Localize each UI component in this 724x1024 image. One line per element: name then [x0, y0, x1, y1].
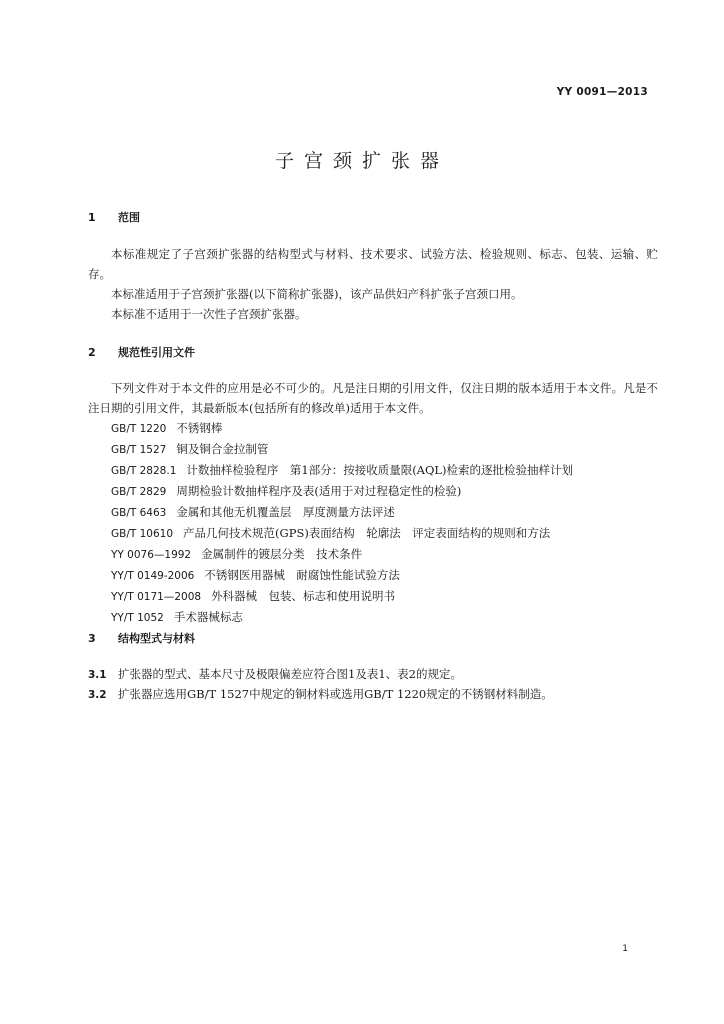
section-heading-text: 结构型式与材料 [118, 632, 195, 645]
section-heading-text: 范围 [118, 211, 140, 224]
section-heading-text: 规范性引用文件 [118, 346, 195, 359]
section-number: 1 [88, 211, 96, 224]
document-title: 子宫颈扩张器 [274, 150, 449, 172]
section-number: 3 [88, 632, 96, 645]
reference-code: GB/T 2829 [111, 486, 167, 498]
scope-paragraph-3: 本标准不适用于一次性子宫颈扩张器。 [111, 307, 307, 321]
section-1-heading [88, 209, 140, 225]
reference-title: 计数抽样检验程序 第1部分：按接收质量限(AQL)检索的逐批检验抽样计划 [186, 463, 574, 477]
reference-code: YY/T 0171—2008 [111, 591, 202, 603]
reference-code: GB/T 1220 [111, 423, 167, 435]
reference-title: 产品几何技术规范(GPS)表面结构 轮廓法 评定表面结构的规则和方法 [183, 526, 551, 540]
reference-title: 手术器械标志 [173, 610, 243, 624]
page-number: 1 [622, 944, 628, 954]
reference-item [111, 481, 573, 502]
reference-item [111, 607, 573, 628]
reference-code: YY/T 1052 [111, 612, 164, 624]
reference-title: 不锈钢棒 [176, 421, 223, 435]
reference-title: 周期检验计数抽样程序及表(适用于对过程稳定性的检验) [176, 484, 462, 498]
clause-number: 3.2 [88, 689, 107, 701]
reference-code: GB/T 2828.1 [111, 465, 177, 477]
reference-item [111, 502, 573, 523]
reference-title: 金属制件的镀层分类 技术条件 [201, 547, 363, 561]
scope-paragraph-2: 本标准适用于子宫颈扩张器(以下简称扩张器)，该产品供妇产科扩张子宫颈口用。 [111, 287, 523, 301]
clause-3-1 [88, 664, 462, 685]
clause-text: 扩张器应选用GB/T 1527中规定的铜材料或选用GB/T 1220规定的不锈钢材料制造。 [118, 687, 553, 701]
clause-3-2 [88, 684, 553, 705]
reference-item [111, 544, 573, 565]
reference-title: 不锈钢医用器械 耐腐蚀性能试验方法 [204, 568, 400, 582]
reference-item [111, 418, 573, 439]
reference-title: 外科器械 包装、标志和使用说明书 [211, 589, 396, 603]
reference-item [111, 523, 573, 544]
normative-references-intro: 下列文件对于本文件的应用是必不可少的。凡是注日期的引用文件，仅注日期的版本适用于本文件。凡是不注日期的引用文件，其最新版本(包括所有的修改单)适用于本文件。 [88, 381, 658, 415]
reference-item [111, 565, 573, 586]
reference-code: YY 0076—1992 [111, 549, 192, 561]
reference-title: 金属和其他无机覆盖层 厚度测量方法评述 [176, 505, 395, 519]
clause-text: 扩张器的型式、基本尺寸及极限偏差应符合图1及表1、表2的规定。 [118, 667, 462, 681]
section-number: 2 [88, 346, 96, 359]
reference-code: GB/T 6463 [111, 507, 167, 519]
scope-paragraph-1: 本标准规定了子宫颈扩张器的结构型式与材料、技术要求、试验方法、检验规则、标志、包装、运输、贮存。 [88, 247, 658, 281]
reference-item [111, 586, 573, 607]
reference-title: 铜及铜合金拉制管 [176, 442, 269, 456]
section-3-heading [88, 630, 195, 646]
reference-item [111, 439, 573, 460]
reference-code: GB/T 10610 [111, 528, 174, 540]
reference-list [111, 418, 573, 628]
standard-code: YY 0091—2013 [556, 86, 648, 98]
section-2-heading [88, 344, 195, 360]
clause-number: 3.1 [88, 669, 107, 681]
reference-item [111, 460, 573, 481]
reference-code: GB/T 1527 [111, 444, 167, 456]
reference-code: YY/T 0149-2006 [111, 570, 195, 582]
